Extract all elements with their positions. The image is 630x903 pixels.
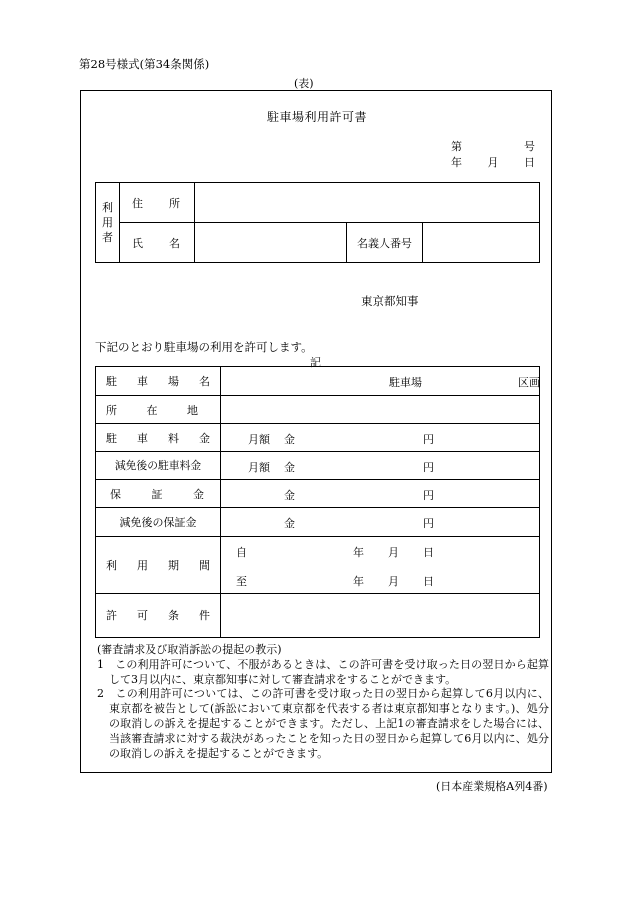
date-year: 年 [451, 156, 462, 169]
form-number: 第28号様式(第34条関係) [79, 57, 210, 71]
intro-text: 下記のとおり駐車場の利用を許可します。 [95, 340, 313, 354]
reduced-deposit-field[interactable] [221, 508, 540, 536]
location-label: 所在地 [96, 396, 221, 424]
parking-name-field[interactable] [221, 367, 540, 396]
address-label: 住 所 [120, 183, 195, 223]
reduced-deposit-kin: 金 [284, 517, 295, 531]
period-field[interactable] [221, 536, 540, 593]
number-prefix: 第 [451, 140, 462, 153]
to-year: 年 [353, 574, 364, 588]
deposit-kin: 金 [284, 489, 295, 503]
ki-label: 記 [310, 356, 321, 369]
location-field[interactable] [221, 396, 540, 424]
name-label: 氏 名 [120, 223, 195, 263]
permit-table [95, 366, 540, 638]
reduced-deposit-label: 減免後の保証金 [96, 508, 221, 536]
conditions-label: 許可条件 [96, 593, 221, 637]
permit-number-line [451, 138, 535, 154]
nominee-number-label: 名義人番号 [347, 223, 423, 263]
from-year: 年 [353, 545, 364, 559]
user-table [95, 182, 540, 263]
to-day: 日 [423, 574, 434, 588]
date-day: 日 [524, 156, 535, 169]
fee-label: 駐車料金 [96, 424, 221, 452]
date-month: 月 [487, 156, 499, 169]
issue-date-line [451, 154, 535, 170]
reduced-yen: 円 [423, 461, 434, 475]
nominee-number-field[interactable] [423, 223, 540, 263]
deposit-label: 保証金 [96, 480, 221, 508]
to-month: 月 [388, 574, 399, 588]
conditions-field[interactable] [221, 593, 540, 637]
fee-monthly: 月額 [248, 433, 270, 447]
address-field[interactable] [195, 183, 540, 223]
reduced-deposit-yen: 円 [423, 517, 434, 531]
reduced-kin: 金 [284, 461, 295, 475]
parking-name-label: 駐車場名 [96, 367, 221, 396]
parking-name-mid: 駐車場 [389, 376, 422, 389]
paper-size-footer: (日本産業規格A列4番) [436, 780, 548, 793]
deposit-yen: 円 [423, 489, 434, 503]
period-to: 至 [236, 574, 247, 588]
deposit-field[interactable] [221, 480, 540, 508]
name-field[interactable] [195, 223, 347, 263]
authority-name: 東京都知事 [361, 294, 419, 308]
notice-item-2: 2 この利用許可については、この許可書を受け取った日の翌日から起算して6月以内に、東京都を被告として(訴訟において東京都を代表する者は東京都知事となります。)、処分の取消しの訴えを提起することができます。ただし、上記1の審査請求をした場合には、当該審査請求に対する裁決があったことを知った日の翌日から起算して6月以内に、処分の取消しの訴えを提起することができます。 [97, 687, 549, 760]
fee-kin: 金 [284, 433, 295, 447]
document-title: 駐車場利用許可書 [267, 110, 368, 124]
reduced-fee-label: 減免後の駐車料金 [96, 452, 221, 480]
notice-item-1: 1 この利用許可について、不服があるときは、この許可書を受け取った日の翌日から起算して3月以内に、東京都知事に対して審査請求をすることができます。 [97, 657, 549, 686]
fee-yen: 円 [423, 433, 434, 447]
reduced-fee-field[interactable] [221, 452, 540, 480]
period-from: 自 [236, 545, 247, 559]
number-suffix: 号 [524, 140, 535, 153]
face-label: (表) [294, 77, 314, 90]
parking-name-end: 区画 [518, 376, 540, 389]
user-section-label: 利 用 者 [96, 183, 120, 263]
period-label: 利用期間 [96, 536, 221, 593]
appeal-notice [97, 643, 549, 761]
notice-heading: (審査請求及び取消訴訟の提起の教示) [97, 643, 282, 656]
from-month: 月 [388, 545, 399, 559]
fee-field[interactable] [221, 424, 540, 452]
from-day: 日 [423, 545, 434, 559]
reduced-monthly: 月額 [248, 461, 270, 475]
